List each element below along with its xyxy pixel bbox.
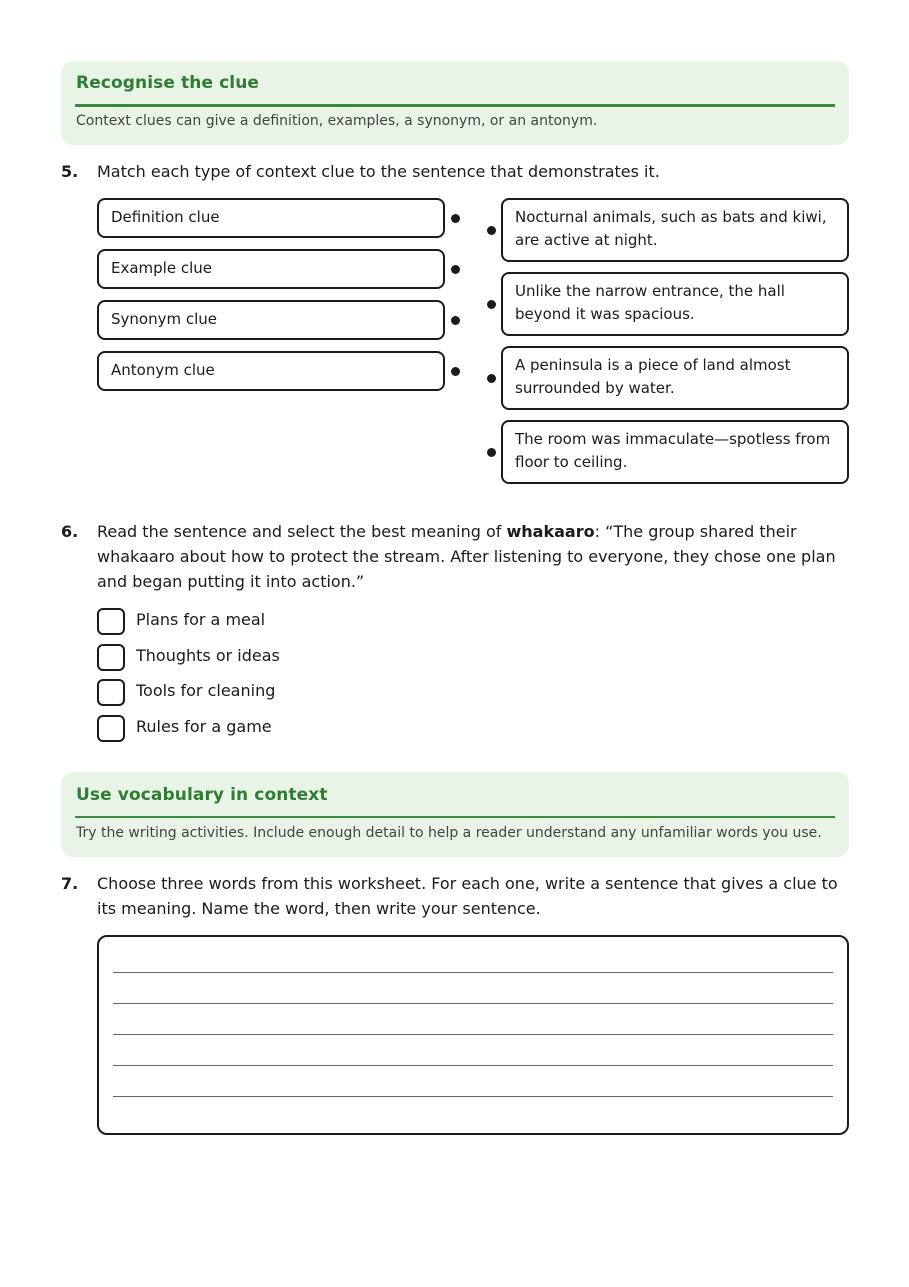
section-subtitle: Context clues can give a definition, examples, a synonym, or an antonym. bbox=[76, 113, 598, 129]
match-dot-left[interactable] bbox=[451, 265, 460, 274]
question-text: Choose three words from this worksheet. For each one, write a sentence that gives a clue to its meaning. Name the word, then write your sentence. bbox=[97, 874, 838, 918]
checkbox[interactable] bbox=[97, 715, 125, 742]
match-dot-right[interactable] bbox=[487, 448, 496, 457]
match-dot-right[interactable] bbox=[487, 226, 496, 235]
question-text-quote: : “The group shared their whakaaro about how to protect the stream. After listening to everyone, they chose one plan and began putting it into action.” bbox=[97, 522, 836, 591]
writing-line[interactable] bbox=[113, 1096, 833, 1097]
keyword: whakaaro bbox=[506, 522, 595, 541]
section-title: Recognise the clue bbox=[76, 73, 260, 93]
match-right-sentence[interactable]: A peninsula is a piece of land almost surrounded by water. bbox=[501, 346, 849, 410]
section-banner-recognise bbox=[61, 61, 849, 145]
match-dot-left[interactable] bbox=[451, 367, 460, 376]
writing-line[interactable] bbox=[113, 1034, 833, 1035]
option-label: Plans for a meal bbox=[136, 610, 266, 629]
match-dot-right[interactable] bbox=[487, 300, 496, 309]
question-number: 5. bbox=[61, 162, 79, 181]
match-left-example[interactable]: Example clue bbox=[97, 249, 445, 289]
question-text bbox=[97, 519, 849, 594]
writing-area[interactable] bbox=[97, 935, 849, 1135]
section-divider bbox=[75, 816, 835, 818]
checkbox[interactable] bbox=[97, 608, 125, 635]
checkbox[interactable] bbox=[97, 644, 125, 671]
question-number: 7. bbox=[61, 874, 79, 893]
match-right-sentence[interactable]: Nocturnal animals, such as bats and kiwi, are active at night. bbox=[501, 198, 849, 262]
writing-line[interactable] bbox=[113, 1065, 833, 1066]
match-dot-right[interactable] bbox=[487, 374, 496, 383]
section-title: Use vocabulary in context bbox=[76, 785, 328, 805]
match-left-synonym[interactable]: Synonym clue bbox=[97, 300, 445, 340]
writing-line[interactable] bbox=[113, 1003, 833, 1004]
checkbox[interactable] bbox=[97, 679, 125, 706]
match-left-antonym[interactable]: Antonym clue bbox=[97, 351, 445, 391]
match-dot-left[interactable] bbox=[451, 214, 460, 223]
question-text-intro: Read the sentence and select the best meaning of bbox=[97, 522, 507, 541]
match-right-sentence[interactable]: Unlike the narrow entrance, the hall beyond it was spacious. bbox=[501, 272, 849, 336]
option-label: Thoughts or ideas bbox=[136, 646, 280, 665]
match-right-sentence[interactable]: The room was immaculate—spotless from floor to ceiling. bbox=[501, 420, 849, 484]
question-text: Match each type of context clue to the sentence that demonstrates it. bbox=[97, 162, 660, 181]
section-banner-vocabulary bbox=[61, 772, 849, 857]
section-subtitle: Try the writing activities. Include enough detail to help a reader understand any unfamiliar words you use. bbox=[76, 825, 822, 841]
question-number: 6. bbox=[61, 522, 79, 541]
match-dot-left[interactable] bbox=[451, 316, 460, 325]
section-divider bbox=[75, 104, 835, 107]
match-left-definition[interactable]: Definition clue bbox=[97, 198, 445, 238]
option-label: Tools for cleaning bbox=[136, 681, 276, 700]
writing-line[interactable] bbox=[113, 972, 833, 973]
option-label: Rules for a game bbox=[136, 717, 272, 736]
